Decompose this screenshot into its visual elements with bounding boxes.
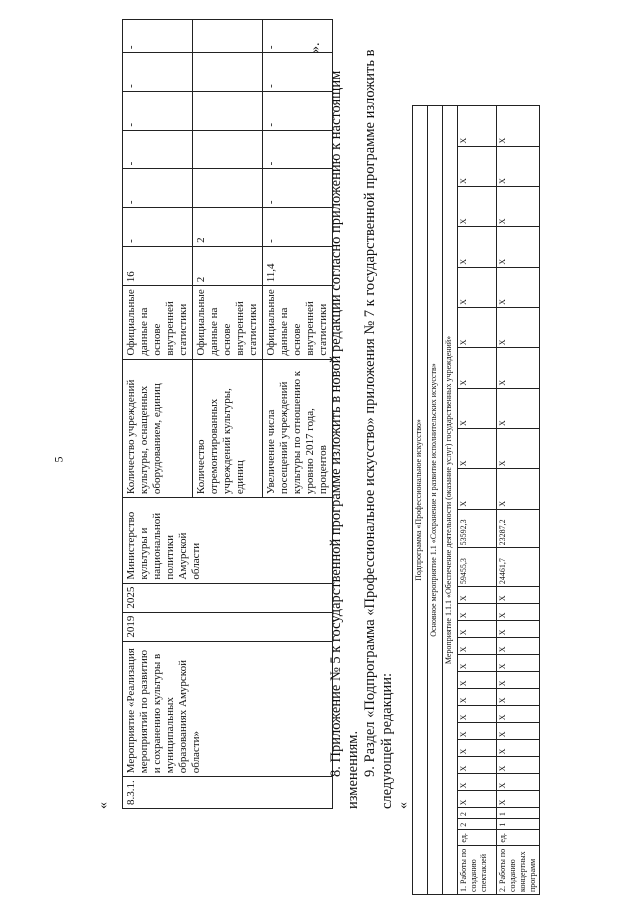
indicator-value: 2 [193, 208, 263, 247]
subprogram-table [412, 105, 540, 895]
indicator-source: Официальные данные на основе внутренней статистики [193, 286, 263, 359]
end-year: 2025 [123, 583, 333, 612]
cell-value: 2 [458, 808, 497, 819]
indicator-value: - [123, 208, 193, 247]
cell-value: X [458, 227, 497, 267]
open-quote-bottom: « [396, 802, 411, 809]
subprogram-title: Подпрограмма «Профессиональное искусство» [413, 106, 428, 895]
indicator-source: Официальные данные на основе внутренней статистики [263, 286, 333, 359]
indicator-value: - [123, 130, 193, 169]
work-name: 2. Работы по созданию концертных программ [497, 845, 540, 894]
unit: ед. [497, 829, 540, 845]
main-event-title: Основное мероприятие 1.1 «Сохранение и развитие исполнительских искусств» [428, 106, 443, 895]
indicator-value [193, 20, 263, 53]
cell-value: X [497, 146, 540, 186]
cell-value: X [497, 348, 540, 388]
indicator-name: Количество отремонтированных учреждений культуры, единиц [193, 359, 263, 497]
cell-value: X [458, 146, 497, 186]
cell-value: X [497, 791, 540, 808]
unit: ед. [458, 829, 497, 845]
close-quote: ». [308, 42, 323, 53]
indicator-source: Официальные данные на основе внутренней статистики [123, 286, 193, 359]
paragraph-9: 9. Раздел «Подпрограмма «Профессиональное искусство» приложения № 7 к государственной программе изложить в следующей редакции: [362, 49, 395, 809]
cell-value: X [497, 774, 540, 791]
table-row [123, 20, 193, 809]
cell-value: X [458, 388, 497, 428]
work-name: 1. Работы по созданию спектаклей [458, 845, 497, 894]
cell-value: X [497, 186, 540, 226]
cell-value: X [458, 267, 497, 307]
cell-value: X [458, 428, 497, 468]
cell-value: X [497, 469, 540, 509]
start-year: 2019 [123, 612, 333, 641]
cell-value: X [497, 740, 540, 757]
indicator-value: 16 [123, 246, 193, 285]
cell-value: 1 [497, 819, 540, 830]
cell-value: X [497, 638, 540, 655]
cell-value: X [497, 587, 540, 604]
cell-value: X [497, 689, 540, 706]
row-number: 8.3.1. [123, 777, 333, 809]
cell-value: X [497, 267, 540, 307]
cell-value: X [458, 774, 497, 791]
cell-value: X [497, 307, 540, 347]
cell-value: X [497, 706, 540, 723]
cell-value: 23287,2 [497, 509, 540, 548]
indicator-value: - [123, 91, 193, 130]
indicator-value [193, 169, 263, 208]
cell-value: 1 [497, 808, 540, 819]
indicator-value: - [263, 169, 333, 208]
indicator-value [193, 91, 263, 130]
cell-value: X [458, 348, 497, 388]
cell-value: X [458, 604, 497, 621]
cell-value: 53592,3 [458, 509, 497, 548]
table-row [443, 106, 458, 895]
cell-value: 24461,7 [497, 548, 540, 587]
cell-value: X [497, 604, 540, 621]
cell-value: X [458, 621, 497, 638]
cell-value: X [458, 689, 497, 706]
cell-value: X [458, 106, 497, 147]
cell-value: X [458, 740, 497, 757]
indicator-value: - [263, 130, 333, 169]
cell-value: X [458, 469, 497, 509]
indicator-value [193, 130, 263, 169]
indicators-table [122, 19, 333, 809]
cell-value: X [497, 723, 540, 740]
cell-value: 59455,3 [458, 548, 497, 587]
table-row [497, 106, 540, 895]
indicator-value: - [263, 208, 333, 247]
indicator-value [193, 53, 263, 92]
event-name: Мероприятие «Реализация мероприятий по развитию и сохранению культуры в муниципальных образованиях Амурской области» [123, 641, 333, 777]
indicator-value: 2 [193, 246, 263, 285]
indicator-value: - [263, 20, 333, 53]
cell-value: X [458, 723, 497, 740]
cell-value: X [497, 106, 540, 147]
indicator-name: Количество учреждений культуры, оснащенных оборудованием, единиц [123, 359, 193, 497]
table-row [458, 106, 497, 895]
indicator-value: - [123, 53, 193, 92]
indicator-value: - [263, 91, 333, 130]
cell-value: X [458, 791, 497, 808]
cell-value: 2 [458, 819, 497, 830]
open-quote-top: « [96, 802, 111, 809]
event-title: Мероприятие 1.1.1 «Обеспечение деятельности (оказание услуг) государственных учреждений» [443, 106, 458, 895]
indicator-value: - [123, 169, 193, 208]
table-row [428, 106, 443, 895]
cell-value: X [458, 307, 497, 347]
cell-value: X [497, 388, 540, 428]
cell-value: X [497, 227, 540, 267]
paragraph-8: 8. Приложение № 5 к государственной программе изложить в новой редакции согласно приложению к настоящим изменениям. [328, 70, 361, 809]
cell-value: X [458, 757, 497, 774]
cell-value: X [497, 757, 540, 774]
indicator-value: - [123, 20, 193, 53]
indicator-name: Увеличение числа посещений учреждений культуры по отношению к уровню 2017 года, процентов [263, 359, 333, 497]
page-number: 5 [51, 456, 66, 463]
table-row [413, 106, 428, 895]
cell-value: X [497, 428, 540, 468]
cell-value: X [497, 672, 540, 689]
cell-value: X [497, 621, 540, 638]
cell-value: X [458, 706, 497, 723]
indicator-value: - [263, 53, 333, 92]
cell-value: X [458, 672, 497, 689]
cell-value: X [458, 186, 497, 226]
cell-value: X [458, 638, 497, 655]
executor: Министерство культуры и национальной политики Амурской области [123, 498, 333, 584]
cell-value: X [458, 587, 497, 604]
indicator-value: 11,4 [263, 246, 333, 285]
cell-value: X [458, 655, 497, 672]
cell-value: X [497, 655, 540, 672]
